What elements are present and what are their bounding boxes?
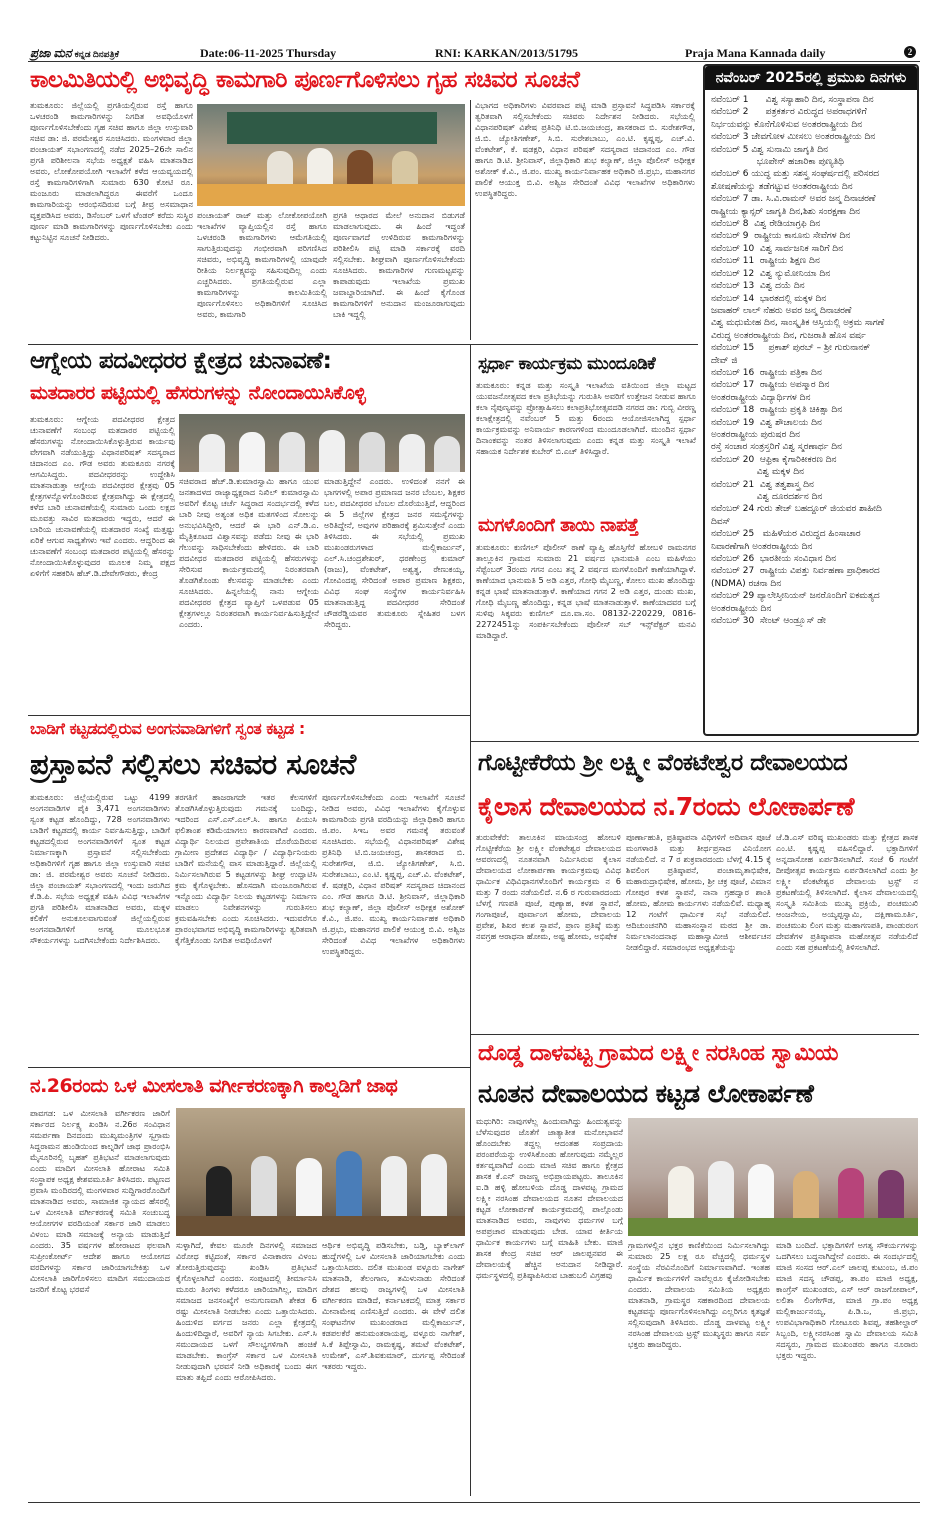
important-day-row: (NDMA) ರಚನಾ ದಿನ <box>711 578 782 589</box>
important-day-row: ಅಂತರರಾಷ್ಟ್ರೀಯ ವಿದ್ಯಾರ್ಥಿಗಳ ದಿನ <box>711 392 811 403</box>
box-title: ನವೆಂಬರ್ 2025ರಲ್ಲಿ ಪ್ರಮುಖ ದಿನಗಳು <box>705 66 917 90</box>
headline-graduates-election: ಆಗ್ನೇಯ ಪದವೀಧರರ ಕ್ಷೇತ್ರದ ಚುನಾವಣೆ: <box>30 348 332 374</box>
important-day-row: ದೇವ್ ಜಿ <box>711 355 738 366</box>
article-body: ಸಚಿವರಾದ ಹೆಚ್.ಡಿ.ಕುಮಾರಸ್ವಾಮಿ ಹಾಗೂ ಯುವ ಜನತಾದಳದ ರಾಜ್ಯಾಧ್ಯಕ್ಷರಾದ ನಿಖಿಲ್ ಕುಮಾರಸ್ವಾಮಿ ಅವರಿಗೆ ಕೊಟ್ಟ ಚರ್ಚೆ ಸಿದ್ಧರಾದ ಸಂದರ್ಭದಲ್ಲಿ ಕಳೆದ ಬಾರಿ ನೀವು ಅತ್ಯಂತ ಅಧಿಕ ಮತಗಳಿಂದ ಸೋಲನ್ನು ಅನುಭವಿಸಿದ್ದೀರಿ, ಆದರೆ ಈ ಭಾರಿ ಎನ್.ಡಿ.ಎ. ಮೈತ್ರಿಕೂಟದ ವಿಶ್ವಾಸವನ್ನು ಪಡೆದು ನೀವು ಈ ಭಾರಿ ಗೆಲುವನ್ನು ಸಾಧಿಸಬೇಕೆಂದು ಹೇಳಿದರು. ಈ ಬಾರಿ ಪದವೀಧರ ಮತದಾರರ ಪಟ್ಟಿಯಲ್ಲಿ ಹೆಸರುಗಳನ್ನು ಸೇರಿಸುವ ಕಾರ್ಯಕ್ರಮದಲ್ಲಿ ನಿರಂತರವಾಗಿ ತೊಡಗಿಕೊಂಡು ಕೆಲಸವನ್ನು ಮಾಡಬೇಕು ಎಂದು ಸೂಚಿಸಿದರು. ಹಿನ್ನಲೆಯಲ್ಲಿ ನಾನು ಆಗ್ನೇಯ ಪದವೀಧರರ ಕ್ಷೇತ್ರದ ವ್ಯಾಪ್ತಿಗೆ ಒಳಪಡುವ 05 ಕ್ಷೇತ್ರಗಳಲ್ಲೂ ನಿರಂತರವಾಗಿ ಕಾರ್ಯನಿರ್ವಹಿಸುತ್ತಿದ್ದೇನೆ ಎಂದರು. <box>179 476 319 629</box>
important-day-row: ನವೆಂಬರ್ 16 ರಾಷ್ಟ್ರೀಯ ಪತ್ರಿಕಾ ದಿನ <box>711 367 822 378</box>
important-day-row: ನವೆಂಬರ್ 8 ವಿಶ್ವ ರೇಡಿಯಾಗ್ರಫಿ ದಿನ <box>711 219 821 230</box>
headline-competition-postponed: ಸ್ಪರ್ಧಾ ಕಾರ್ಯಕ್ರಮ ಮುಂದೂಡಿಕೆ <box>478 354 656 374</box>
temple-inauguration-photo <box>628 1118 918 1236</box>
important-day-row: ರಾಷ್ಟ್ರೀಯ ಕ್ಯಾನ್ಸರ್ ಜಾಗೃತಿ ದಿನ,ಶಿಶು ಸಂರಕ್ಷಣಾ ದಿನ <box>711 206 861 217</box>
important-day-row: ನವೆಂಬರ್ 2 ಪತ್ರಕರ್ತರ ವಿರುದ್ಧದ ಅಪರಾಧಗಳಿಗೆ <box>711 107 867 118</box>
important-day-row: ನವೆಂಬರ್ 21 ವಿಶ್ವ ತತ್ವಶಾಸ್ತ್ರ ದಿನ <box>711 479 814 490</box>
important-day-row: ನವೆಂಬರ್ 7 ಡಾ. ಸಿ.ವಿ.ರಾಮನ್ ಅವರ ಜನ್ಮ ದಿನಾಚರಣೆ <box>711 194 876 205</box>
important-day-row: ನವೆಂಬರ್ 1 ವಿಶ್ವ ಸಸ್ಯಾಹಾರಿ ದಿನ, ಸಂಸ್ಥಾಪನಾ ದಿನ <box>711 95 874 105</box>
important-day-row: ವಿರುದ್ಧ ಅಂತರರಾಷ್ಟ್ರೀಯ ದಿನ, ಗುಜರಾತಿ ಹೊಸ ವರ್ಷ <box>711 330 866 341</box>
article-body: ವಿಭಾಗದ ಅಧಿಕಾರಿಗಳು ವಿವರವಾದ ಪಟ್ಟಿ ಮಾಡಿ ಪ್ರಸ್ತಾವನೆ ಸಿದ್ಧಪಡಿಸಿ ಸರ್ಕಾರಕ್ಕೆ ತ್ವರಿತವಾಗಿ ಸಲ್ಲಿಸಬೇಕೆಂದು ಸಚಿವರು ನಿರ್ದೇಶನ ನೀಡಿದರು. ಸಭೆಯಲ್ಲಿ ವಿಧಾನಪರಿಷತ್ ವಿಶೇಷ ಪ್ರತಿನಿಧಿ ಟಿ.ಬಿ.ಜಯಚಂದ್ರ, ಶಾಸಕರಾದ ಬಿ. ಸುರೇಶಗೌಡ, ಜಿ.ಬಿ. ಜ್ಯೋತಿಗಣೇಶ್, ಸಿ.ಬಿ. ಸುರೇಶಬಾಬು, ಎಂ.ಟಿ. ಕೃಷ್ಣಪ್ಪ, ಎಚ್.ವಿ. ವೆಂಕಟೇಶ್, ಕೆ. ಷಡಕ್ಷರಿ, ವಿಧಾನ ಪರಿಷತ್ ಸದಸ್ಯರಾದ ಚಿದಾನಂದ ಎಂ. ಗೌಡ ಹಾಗೂ ಡಿ.ಟಿ. ಶ್ರೀನಿವಾಸ್, ಜಿಲ್ಲಾಧಿಕಾರಿ ಶುಭ ಕಲ್ಯಾಣ್, ಜಿಲ್ಲಾ ಪೊಲೀಸ್ ಅಧೀಕ್ಷಕ ಅಶೋಕ್ ಕೆ.ವಿ., ಜಿ.ಪಂ. ಮುಖ್ಯ ಕಾರ್ಯನಿರ್ವಾಹಕ ಅಧಿಕಾರಿ ಜಿ.ಪ್ರಭು, ಮಹಾನಗರ ಪಾಲಿಕೆ ಆಯುಕ್ತ ಬಿ.ವಿ. ಅಶ್ವಿಜ ಸೇರಿದಂತೆ ವಿವಿಧ ಇಲಾಖೆಗಳ ಅಧಿಕಾರಿಗಳು ಉಪಸ್ಥಿತರಿದ್ದರು. <box>475 100 695 198</box>
important-day-row: ದಿವಸ್ <box>711 516 731 527</box>
paper-name: Praja Mana Kannada daily <box>685 46 826 60</box>
article-body: ಮಾಡಿ ಬಂದಿದೆ. ಭಕ್ತಾದಿಗಳಿಗೆ ಅಗತ್ಯ ಸೌಕರ್ಯಗಳನ್ನು ಒದಗಿಸಲು ಬದ್ಧನಾಗಿದ್ದೇನೆ ಎಂದರು. ಈ ಸಂದರ್ಭದಲ್ಲಿ ಮಾಜಿ ಸಂಸದ ಆರ್.ಎಲ್ ಜಾಲಪ್ಪ ಕುಟುಂಬ, ಜಿ.ಪಂ ಮಾಜಿ ಸದಸ್ಯ ಚೌಡಪ್ಪ, ತಾ.ಪಂ ಮಾಜಿ ಅಧ್ಯಕ್ಷ, ಕಾಂಗ್ರೆಸ್ ಮುಖಂಡರು, ಎಸ್ ಆರ್ ರಾಜಗೋಪಾಲ್, ಲಲಿತಾ ಲಿಂಗೇಗೌಡ, ಮಾಜಿ ಗ್ರಾ.ಪಂ ಅಧ್ಯಕ್ಷ ಮಲ್ಲಿಕಾರ್ಜುನಯ್ಯ, ಪಿ.ಡಿ.ಒ, ಜಿ.ಪ್ರಭು, ಉಪವಿಭಾಗಾಧಿಕಾರಿ ಗೋಟೂರು ಶಿವಪ್ಪ, ತಹಶೀಲ್ದಾರ್ ಸಿಬ್ಬಂದಿ, ಲಕ್ಷ್ಮೀನರಸಿಂಹ ಸ್ವಾಮಿ ದೇವಾಲಯ ಸಮಿತಿ ಸದಸ್ಯರು, ಗ್ರಾಮದ ಮುಖಂಡರು ಹಾಗೂ ನೂರಾರು ಭಕ್ತರು ಇದ್ದರು. <box>776 1240 918 1360</box>
important-day-row: ಅಂತರರಾಷ್ಟ್ರೀಯ ಪುರುಷರ ದಿನ <box>711 429 801 440</box>
important-day-row: ನವೆಂಬರ್ 9 ರಾಷ್ಟ್ರೀಯ ಕಾನೂನು ಸೇವೆಗಳ ದಿನ <box>711 231 851 242</box>
important-day-row: ನವೆಂಬರ್ 5 ವಿಶ್ವ ಸುನಾಮಿ ಜಾಗೃತಿ ದಿನ <box>711 144 829 155</box>
page-number: 2 <box>904 46 916 58</box>
footer-rule <box>28 1502 920 1503</box>
subhead-voter-list: ಮತದಾರರ ಪಟ್ಟಿಯಲ್ಲಿ ಹೆಸರುಗಳನ್ನು ನೋಂದಾಯಿಸಿಕೊಳ್ಳಿ <box>30 382 366 404</box>
important-day-row: ನವೆಂಬರ್ 26 ಭಾರತೀಯ ಸಂವಿಧಾನ ದಿನ <box>711 554 837 565</box>
headline-temple-gottikere: ಗೊಟ್ಟೀಕೆರೆಯ ಶ್ರೀ ಲಕ್ಷ್ಮೀ ವೆಂಕಟೇಶ್ವರ ದೇವಾಲಯದ <box>478 750 848 776</box>
important-day-row: ನವೆಂಬರ್ 11 ರಾಷ್ಟ್ರೀಯ ಶಿಕ್ಷಣ ದಿನ <box>711 256 820 267</box>
important-day-row: ನವೆಂಬರ್ 20 ಆಫ್ರಿಕಾ ಕೈಗಾರಿಕೀಕರಣ ದಿನ <box>711 454 837 465</box>
november-days-box <box>703 64 919 736</box>
important-day-row: ನವೆಂಬರ್ 14 ಭಾರತದಲ್ಲಿ ಮಕ್ಕಳ ದಿನ <box>711 293 827 304</box>
header-rule <box>28 61 920 62</box>
article-body: ತರಗತಿಗೆ ಹಾಜರಾಗದೇ ಇತರ ಕೆಲಸಗಳಿಗೆ ತೊಡಗಿಸಿಕೊಳ್ಳುತ್ತಿರುವುದು ಗಮನಕ್ಕೆ ಬಂದಿದ್ದು, ಇದರಿಂದ ಎಸ್.ಎಸ್.ಎಲ್.ಸಿ. ಹಾಗೂ ಪಿಯುಸಿ ಫಲಿತಾಂಶ ಕಡಿಮೆಯಾಗಲು ಕಾರಣವಾಗಿದೆ ಎಂದರು. ವಿದ್ಯಾರ್ಥಿ ನಿಲಯದ ಪ್ರವೇಶಾತಿಯ ದೊರೆಯದಿರುವ ಗ್ರಾಮೀಣ ಪ್ರದೇಶದ ವಿದ್ಯಾರ್ಥಿ / ವಿದ್ಯಾರ್ಥಿನಿಯರು ಬಾಡಿಗೆ ಮನೆಯಲ್ಲಿ ವಾಸ ಮಾಡುತ್ತಿದ್ದಾರೆ. ಜಿಲ್ಲೆಯಲ್ಲಿ ನಿರ್ಮಿಸಲಾಗಿರುವ 5 ಕಟ್ಟಡಗಳನ್ನು ಶೀಘ್ರ ಉದ್ಘಾಟಿಸಿ ಕ್ರಮ ಕೈಗೊಳ್ಳಬೇಕು. ಹೊಸದಾಗಿ ಮಂಜೂರಾಗಿರುವ ಇನ್ನೊಂದು ವಿದ್ಯಾರ್ಥಿ ನಿಲಯ ಕಟ್ಟಡಗಳನ್ನು ನಿರ್ಮಾಣ ಮಾಡಲು ನಿವೇಶನಗಳನ್ನು ಗುರುತಿಸಲು ಕ್ರಮವಹಿಸಬೇಕು ಎಂದು ಸೂಚಿಸಿದರು. ಇದುವರೆಗೂ ಪ್ರಾರಂಭವಾಗದ ಅಭಿವೃದ್ಧಿ ಕಾಮಗಾರಿಗಳನ್ನು ತ್ವರಿತವಾಗಿ ಕೈಗೆತ್ತಿಕೊಂಡು ನಿಗದಿತ ಅವಧಿಯೊಳಗೆ <box>175 792 317 945</box>
article-body: ತುಮಕೂರು: ಕನ್ನಡ ಮತ್ತು ಸಂಸ್ಕೃತಿ ಇಲಾಖೆಯ ವತಿಯಿಂದ ಜಿಲ್ಲಾ ಮಟ್ಟದ ಯುವಜನೋತ್ಸವದ ಕಲಾ ಪ್ರತಿಭೆಯನ್ನು ಗುರುತಿಸಿ ಅವರಿಗೆ ಉತ್ತೇಜನ ನೀಡುವ ಹಾಗೂ ಕಲಾ ನೈಪುಣ್ಯವನ್ನು ಪ್ರೋತ್ಸಾಹಿಸಲು ಕಲಾಪ್ರತಿಭೋತ್ಸವದಡಿ ನಗರದ ಡಾ: ಗುಬ್ಬಿ ವೀರಣ್ಣ ಕಲಾಕ್ಷೇತ್ರದಲ್ಲಿ ನವೆಂಬರ್ 5 ಮತ್ತು 6ರಂದು ಆಯೋಜಿಸಲಾಗಿದ್ದ ಸ್ಪರ್ಧಾ ಕಾರ್ಯಕ್ರಮವನ್ನು ಅನಿವಾರ್ಯ ಕಾರಣಗಳಿಂದ ಮುಂದೂಡಲಾಗಿದೆ. ಮುಂದಿನ ಸ್ಪರ್ಧಾ ದಿನಾಂಕವನ್ನು ನಂತರ ತಿಳಿಸಲಾಗುವುದು ಎಂದು ಕನ್ನಡ ಮತ್ತು ಸಂಸ್ಕೃತಿ ಇಲಾಖೆ ಸಹಾಯಕ ನಿರ್ದೇಶಕ ಕುಬೇರ್ ಬಿ.ಎಚ್ ತಿಳಿಸಿದ್ದಾರೆ. <box>476 380 696 456</box>
important-day-row: ವಿಶ್ವ ದೂರದರ್ಶನ ದಿನ <box>711 492 823 502</box>
important-day-row: ನವೆಂಬರ್ 19 ವಿಶ್ವ ಶೌಚಾಲಯ ದಿನ <box>711 417 822 428</box>
article-body: ಮಧುಗಿರಿ: ನಾವುಗಳೆಲ್ಲ ಹಿಂದುವಾಗಿದ್ದು ಹಿಂದುತ್ವವನ್ನು ಬೆಳೆಸುವುದರ ಜೊತೆಗೆ ಜಾತ್ಯಾತೀತ ಮನೋಭಾವನೆ ಹೊಂದಬೇಕು ತದ್ದಲ್ಲ ಆದಂತಹ ಸಂಪ್ರದಾಯ ಪರಂಪರೆಯನ್ನು ಉಳಿಸಿಕೊಂಡು ಹೋಗುವುದು ನಮ್ಮೆಲ್ಲರ ಕರ್ತವ್ಯವಾಗಿದೆ ಎಂದು ಮಾಜಿ ಸಚಿವ ಹಾಗೂ ಕ್ಷೇತ್ರದ ಶಾಸಕ ಕೆ.ಎನ್ ರಾಜಣ್ಣ ಅಭಿಪ್ರಾಯಪಟ್ಟರು. ತಾಲೂಕಿನ ಐ.ಡಿ ಹಳ್ಳಿ ಹೋಬಳಿಯ ದೊಡ್ಡ ದಾಳವಟ್ಟ ಗ್ರಾಮದ ಲಕ್ಷ್ಮೀ ನರಸಿಂಹ ದೇವಾಲಯದ ನೂತನ ದೇವಾಲಯದ ಕಟ್ಟಡ ಲೋಕಾರ್ಪಣೆ ಕಾರ್ಯಕ್ರಮದಲ್ಲಿ ಪಾಲ್ಗೊಂಡು ಮಾತನಾಡಿದ ಅವರು, ನಾವುಗಳು ಧರ್ಮಗಳ ಬಗ್ಗೆ ಅಪಪ್ರಚಾರ ಮಾಡುವುದು ಬೇಡ. ಯಾವ ಕೀರ್ತಿಯ ಧಾರ್ಮಿಕ ಕಾರ್ಯಗಳು ಬಗ್ಗೆ ಮಾಹಿತಿ ಬೇಕು. ಮಾಜಿ ಶಾಸಕ ಕೇಂದ್ರ ಸಚಿವ ಆರ್ ಜಾಲಪ್ಪನವರ ಈ ದೇವಾಲಯಕ್ಕೆ ಹೆಚ್ಚಿನ ಅನುದಾನ ನೀಡಿದ್ದಾರೆ. ಧರ್ಮಸ್ಥಳದಲ್ಲಿ ಪ್ರತಿಷ್ಠಾಪಿಸಿರುವ ಬಾಹುಬಲಿ ವಿಗ್ರಹವು <box>476 1116 623 1280</box>
important-day-row: ವಿಶ್ವ ಮಧುಮೇಹ ದಿನ, ಸಾಂಸ್ಕೃತಿಕ ಆಸ್ತಿಯಲ್ಲಿ ಅಕ್ರಮ ಸಾಗಣೆ <box>711 318 885 329</box>
important-day-row: ವಿಶ್ವ ಮಕ್ಕಳ ದಿನ <box>711 467 805 478</box>
important-day-row: ನವೆಂಬರ್ 30 ಸೇಂಟ್ ಆಂಡ್ರ್ಯೂಸ್ ಡೇ <box>711 616 826 627</box>
article-body: ಪಾವಗಡ: ಒಳ ಮೀಸಲಾತಿ ವರ್ಗೀಕರಣ ಜಾರಿಗೆ ಸರ್ಕಾರದ ನಿರ್ಲಕ್ಷ್ಯ ಖಂಡಿಸಿ ನ.26ರ ಸಂವಿಧಾನ ಸಮರ್ಪಣಾ ದಿನದಂದು ಮುಖ್ಯಮಂತ್ರಿಗಳ ಸ್ವಗ್ರಾಮ ಸಿದ್ದರಾಮನ ಹುಂಡಿಯಿಂದ ಕಾಲ್ನಡಿಗೆ ಜಾಥ ಪ್ರಾರಂಭಿಸಿ ಮೈಸೂರಿನಲ್ಲಿ ಬೃಹತ್ ಪ್ರತಿಭಟನೆ ಮಾಡಲಾಗುವುದು ಎಂದು ಮಾದಿಗ ಮೀಸಲಾತಿ ಹೋರಾಟ ಸಮಿತಿ ಸಂಸ್ಥಾಪಕ ಅಧ್ಯಕ್ಷ ಕೇಶವಮೂರ್ತಿ ತಿಳಿಸಿದರು. ಪಟ್ಟಣದ ಪ್ರವಾಸಿ ಮಂದಿರದಲ್ಲಿ ಮಂಗಳವಾರ ಸುದ್ದಿಗಾರರೊಂದಿಗೆ ಮಾತನಾಡಿದ ಅವರು, ಸಾಮಾಜಿಕ ನ್ಯಾಯದ ಹೆಸರಲ್ಲಿ ಒಳ ಮೀಸಲಾತಿ ವರ್ಗೀಕರಣಕ್ಕೆ ಸಮಿತಿ ಸಂಚುಬದ್ಧ ಆಯೋಗಗಳ ವರದಿಯಂತೆ ಸರ್ಕಾರ ಜಾರಿ ಮಾಡಲು ವಿಳಂಬ ಮಾಡಿ ಸಮಾಜಕ್ಕೆ ಅನ್ಯಾಯ ಮಾಡುತ್ತಿದೆ ಎಂದರು. 35 ವರ್ಷಗಳ ಹೋರಾಟದ ಫಲವಾಗಿ ಸುಪ್ರೀಂಕೋರ್ಟ್ ಆದೇಶ ಹಾಗೂ ಆಯೋಗದ ವರದಿಗಳನ್ನು ಸರ್ಕಾರ ಜಾರಿಯಾಗಬೇಕಿತ್ತು ಒಳ ಮೀಸಲಾತಿ ಜಾರಿಗೊಳಿಸಲು ಮಾದಿಗ ಸಮುದಾಯದ ಜನರಿಗೆ ಕೊಟ್ಟ ಭರವಸೆ <box>30 1108 170 1294</box>
group-photo <box>179 414 465 472</box>
article-body: ಮಾಡುತ್ತಿದ್ದೇನೆ ಎಂದರು. ಉಳಿದಂತೆ ನನಗೆ ಈ ಭಾಗಗಳಲ್ಲಿ ಅಪಾರ ಪ್ರಮಾಣದ ಜನರ ಬೆಂಬಲ, ಶಿಕ್ಷಕರ ಬಲ, ಪದವೀಧರರ ಬೆಂಬಲ ದೊರೆಯುತ್ತಿದೆ, ಆದ್ದರಿಂದ ಈ 5 ಜಿಲ್ಲೆಗಳ ಕ್ಷೇತ್ರದ ಜನರ ಸಮಸ್ಯೆಗಳನ್ನು ಅರಿತಿದ್ದೇನೆ, ಅವುಗಳ ಪರಿಹಾರಕ್ಕೆ ಶ್ರಮಿಸುತ್ತೇನೆ ಎಂದು ತಿಳಿಸಿದರು. ಈ ಸಭೆಯಲ್ಲಿ ಪ್ರಮುಖ ಮುಖಂಡರುಗಳಾದ ಮಲ್ಲಿಕಾರ್ಜುನ್, ಎಲ್.ಸಿ.ಚಂದ್ರಶೇಖರ್, ಧರಣೇಂದ್ರ ಕುಮಾರ್ (ರಾಜು), ವೆಂಕಟೇಶ್, ಅಶ್ವತ್ಥ, ರೇಣುಕಯ್ಯ, ಗೋವಿಂದಪ್ಪ ಸೇರಿದಂತೆ ಅಪಾರ ಪ್ರಮಾಣ ಶಿಕ್ಷಕರು, ವಿವಿಧ ಸಂಘ ಸಂಸ್ಥೆಗಳ ಕಾರ್ಯನಿರ್ವಹಿಸಿ ಮಾತನಾಡುತ್ತಿದ್ದ ಪದವೀಧರರ ಸೇರಿದಂತೆ ಚೌಡರೆಡ್ಡಿಯವರ ತುಮಕೂರು ಸ್ನೇಹಿತರ ಬಳಗ ಸೇರಿದ್ದರು. <box>324 476 465 629</box>
important-day-row: ನವೆಂಬರ್ 15 ಪ್ರಕಾಶ್ ಪುರಬ್ – ಶ್ರೀ ಗುರುನಾನಕ್ <box>711 343 871 354</box>
important-day-row: ನವೆಂಬರ್ 12 ವಿಶ್ವ ನ್ಯುಮೋನಿಯಾ ದಿನ <box>711 268 831 279</box>
article-body: ಪೂರ್ಣಾಹುತಿ, ಪ್ರತಿಷ್ಠಾಪನಾ ವಿಧಿಗಳಿಗೆ ಅದಿವಾಸ ಪೂಜೆ ಮಂಗಳಾರತಿ ಮತ್ತು ತೀರ್ಥಪ್ರಸಾದ ವಿನಿಯೋಗ ನಡೆಯಲಿದೆ. ನ 7 ರ ಶುಕ್ರವಾರದಂದು ಬೆಳಗ್ಗೆ 4.15 ಕ್ಕೆ ಶಿವಲಿಂಗ ಪ್ರತಿಷ್ಠಾಪನೆ, ಪಂಚಾಮೃತಾಭಿಷೇಕ, ಮಹಾರುದ್ರಾಭಿಷೇಕ, ಹೋಮ, ಶ್ರೀ ಚಕ್ರ ಪೂಜೆ, ವಿಮಾನ ಗೋಪುರ ಕಳಶ ಸ್ಥಾಪನೆ, ನಾನಾ ಗ್ರಹದ್ವಾರ ಶಾಂತಿ ಹೋಮ, ಹೋಮ ಕಾರ್ಯಗಳು ನಡೆಯಲಿವೆ. ಮಧ್ಯಾಹ್ನ 12 ಗಂಟೆಗೆ ಧಾರ್ಮಿಕ ಸಭೆ ನಡೆಯಲಿದೆ. ಆದಿಚುಂಚನಗಿರಿ ಮಹಾಸಂಸ್ಥಾನ ಮಠದ ಶ್ರೀ ಡಾ. ನಿರ್ಮಲಾನಂದನಾಥ ಮಹಾಸ್ವಾಮೀಜಿ ಆಶೀರ್ವಚನ ನೀಡಲಿದ್ದಾರೆ. ಸಮಾರಂಭದ ಅಧ್ಯಕ್ಷತೆಯನ್ನು <box>626 832 771 952</box>
important-day-row: ನವೆಂಬರ್ 3 ಜೇವಗೋಳ ಮೀಸಲು ಅಂತರರಾಷ್ಟ್ರೀಯ ದಿನ <box>711 132 876 143</box>
headline-narasimha-temple: ದೊಡ್ಡ ದಾಳವಟ್ಟ ಗ್ರಾಮದ ಲಕ್ಷ್ಮೀ ನರಸಿಂಹ ಸ್ವಾಮಿಯ <box>478 1041 838 1066</box>
headline-kailasa-temple: ಕೈಲಾಸ ದೇವಾಲಯದ ನ.7ರಂದು ಲೋಕಾರ್ಪಣೆ <box>478 792 855 821</box>
kicker-anganwadi: ಬಾಡಿಗೆ ಕಟ್ಟಡದಲ್ಲಿರುವ ಅಂಗನವಾಡಿಗಳಿಗೆ ಸ್ವಂತ ಕಟ್ಟಡ : <box>30 719 305 738</box>
article-body: ಜೆ.ಡಿ.ಎಸ್ ವರಿಷ್ಠ ಮುಖಂಡರು ಮತ್ತು ಕ್ಷೇತ್ರದ ಶಾಸಕ ಎಂ.ಟಿ. ಕೃಷ್ಣಪ್ಪ ವಹಿಸಲಿದ್ದಾರೆ. ಭಕ್ತಾದಿಗಳಿಗೆ ಅನ್ನದಾಸೋಹ ಏರ್ಪಡಿಸಲಾಗಿದೆ. ಸಂಜೆ 6 ಗಂಟೆಗೆ ದೀಪೋತ್ಸವ ಕಾರ್ಯಕ್ರಮ ಏರ್ಪಡಿಸಲಾಗಿದೆ ಎಂದು ಶ್ರೀ ಲಕ್ಷ್ಮೀ ವೆಂಕಟೇಶ್ವರ ದೇವಾಲಯ ಟ್ರಸ್ಟ್ ನ ಪ್ರಕಟಣೆಯಲ್ಲಿ ತಿಳಿಸಲಾಗಿದೆ. ಕೈಲಾಸ ದೇವಾಲಯದಲ್ಲಿ ಸಂಸ್ಕೃತಿ ಸಮಿತಿಯ ಮುಖ್ಯ ಪ್ರಕ್ರಿಯೆ, ಪಂಚಮುಖಿ ಆಂಜನೇಯ, ಅಯ್ಯಪ್ಪಸ್ವಾಮಿ, ದಕ್ಷಿಣಾಮೂರ್ತಿ, ಪಂಚಮುಖ ಲಿಂಗ ಮತ್ತು ಮಹಾಗಣಪತಿ, ಪಾಂಡುರಂಗ ದೇವತೆಗಳ ಪ್ರತಿಷ್ಠಾಪನಾ ಮಹೋತ್ಸವ ನಡೆಯಲಿದೆ ಎಂದು ಸಹ ಪ್ರಕಟಣೆಯಲ್ಲಿ ತಿಳಿಸಲಾಗಿದೆ. <box>776 832 918 952</box>
article-body: ತುಮಕೂರು: ಆಗ್ನೇಯ ಪದವೀಧರರ ಕ್ಷೇತ್ರದ ಚುನಾವಣೆಗೆ ಸಂಬಂಧ ಮತದಾರರ ಪಟ್ಟಿಯಲ್ಲಿ ಹೆಸರುಗಳನ್ನು ನೋಂದಾಯಿಸಿಕೊಳ್ಳುತ್ತಿರುವ ಕಾರ್ಯವು ವೇಗವಾಗಿ ನಡೆಯುತ್ತಿದ್ದು ವಿಧಾನಪರಿಷತ್ ಸದಸ್ಯರಾದ ಚಿದಾನಂದ ಎಂ. ಗೌಡ ಅವರು ತುಮಕೂರು ನಗರಕ್ಕೆ ಆಗಮಿಸಿದ್ದರು. ಪದವೀಧರರನ್ನು ಉದ್ದೇಶಿಸಿ ಮಾತನಾಡುತ್ತಾ ಆಗ್ನೇಯ ಪದವೀಧರರ ಕ್ಷೇತ್ರವು 05 ಕ್ಷೇತ್ರಗಳನ್ನೊಳಗೊಂಡಿರುವ ಕ್ಷೇತ್ರವಾಗಿದ್ದು ಈ ಕ್ಷೇತ್ರದಲ್ಲಿ ಕಳೆದ ಬಾರಿ ಚುನಾವಣೆಯಲ್ಲಿ ಸುಮಾರು ಒಂದು ಲಕ್ಷದ ಮೂವತ್ತು ಸಾವಿರ ಮತದಾರರು ಇದ್ದರು, ಆದರೆ ಈ ಬಾರಿಯ ಚುನಾವಣೆಯಲ್ಲಿ ಮತದಾರರ ಸಂಖ್ಯೆ ಮತ್ತಷ್ಟು ಏರಿಕೆ ಆಗುವ ಸಾಧ್ಯತೆಗಳು ಇವೆ ಎಂದರು. ಆದ್ದರಿಂದ ಈ ಚುನಾವಣೆಗೆ ಸಂಬಂಧ ಮತದಾರರ ಪಟ್ಟಿಯಲ್ಲಿ ಹೆಸರನ್ನು ನೋಂದಾಯಿಸಿಕೊಳ್ಳುವುದರ ಮೂಲಕ ನಿಮ್ಮ ಪಕ್ಷದ ಏಳಿಗೆಗೆ ಸಹಕರಿಸಿ ಹೆಚ್.ಡಿ.ದೇವೇಗೌಡರು, ಕೇಂದ್ರ <box>30 414 175 578</box>
meeting-photo <box>197 104 465 206</box>
important-day-row: ನವೆಂಬರ್ 29 ಪ್ಯಾಲೇಸ್ತೀನಿಯನ್ ಜನರೊಂದಿಗೆ ಐಕಮತ್ಯದ <box>711 591 880 602</box>
masthead: ಪ್ರಜಾ ಮನ ಕನ್ನಡ ದಿನಪತ್ರಿಕೆ <box>30 46 120 60</box>
important-day-row: ಭೂಪೇನ್ ಹಜಾರಿಕಾ ಪುಣ್ಯತಿಥಿ <box>711 157 844 168</box>
important-day-row: ನವೆಂಬರ್ 27 ರಾಷ್ಟ್ರೀಯ ವಿಪತ್ತು ನಿರ್ವಹಣಾ ಪ್ರಾಧಿಕಾರದ <box>711 566 880 577</box>
important-day-row: ಅಂತರರಾಷ್ಟ್ರೀಯ ದಿನ <box>711 603 772 614</box>
issue-date: Date:06-11-2025 Thursday <box>200 46 337 60</box>
headline-mother-missing: ಮಗಳೊಂದಿಗೆ ತಾಯಿ ನಾಪತ್ತೆ <box>478 515 639 536</box>
article-body: ತುಮಕೂರು: ಜಿಲ್ಲೆಯಲ್ಲಿ ಪ್ರಗತಿಯಲ್ಲಿರುವ ರಸ್ತೆ ಹಾಗೂ ಒಳಚರಂಡಿ ಕಾಮಗಾರಿಗಳನ್ನು ನಿಗದಿತ ಅವಧಿಯೊಳಗೆ ಪೂರ್ಣಗೊಳಿಸಬೇಕೆಂದು ಗೃಹ ಸಚಿವ ಹಾಗೂ ಜಿಲ್ಲಾ ಉಸ್ತುವಾರಿ ಸಚಿವ ಡಾ: ಜಿ. ಪರಮೇಶ್ವರ ಸೂಚಿಸಿದರು. ಮಂಗಳವಾರ ಜಿಲ್ಲಾ ಪಂಚಾಯತ್ ಸಭಾಂಗಣದಲ್ಲಿ ನಡೆದ 2025–26ನೇ ಸಾಲಿನ ಪ್ರಗತಿ ಪರಿಶೀಲನಾ ಸಭೆಯ ಅಧ್ಯಕ್ಷತೆ ವಹಿಸಿ ಮಾತನಾಡಿದ ಅವರು, ಲೋಕೋಪಯೋಗಿ ಇಲಾಖೆಗೆ ಕಳೆದ ಆಯವ್ಯಯದಲ್ಲಿ ರಸ್ತೆ ಕಾಮಗಾರಿಗಳಿಗಾಗಿ ಸುಮಾರು 630 ಕೋಟಿ ರೂ. ಮಂಜೂರು ಮಾಡಲಾಗಿದ್ದರೂ ಈವರೆಗೆ ಒಂದೂ ಕಾಮಗಾರಿಯನ್ನು ಆರಂಭಿಸದಿರುವ ಬಗ್ಗೆ ತೀವ್ರ ಅಸಮಾಧಾನ ವ್ಯಕ್ತಪಡಿಸಿದ ಅವರು, ಡಿಸೆಂಬರ್ ಒಳಗೆ ಟೆಂಡರ್ ಕರೆದು ಸುಸ್ಥಿರ ಪೂರ್ಣ ಮಾಡಿ ಕಾಮಗಾರಿಗಳನ್ನು ಪೂರ್ಣಗೊಳಿಸಬೇಕು ಎಂದು ಕಟ್ಟುನಿಟ್ಟಿನ ಸೂಚನೆ ನೀಡಿದರು. <box>30 100 193 242</box>
important-day-row: ನವೆಂಬರ್ 18 ರಾಷ್ಟ್ರೀಯ ಪ್ರಕೃತಿ ಚಿಕಿತ್ಸಾ ದಿನ <box>711 405 843 416</box>
important-day-row: ನವೆಂಬರ್ 13 ವಿಶ್ವ ದಯೆ ದಿನ <box>711 281 805 292</box>
important-day-row: ಶೋಷಣೆಯನ್ನು ತಡೆಗಟ್ಟುವ ಅಂತರರಾಷ್ಟ್ರೀಯ ದಿನ <box>711 181 853 192</box>
column-rule <box>470 100 471 340</box>
press-meet-photo <box>176 1108 465 1236</box>
important-day-row: ರಸ್ತೆ ಸಂಚಾರ ಸಂತ್ರಸ್ತರಿಗೆ ವಿಶ್ವ ಸ್ಮರಣಾರ್ಥ ದಿನ <box>711 442 843 453</box>
rni-number: RNI: KARKAN/2013/51795 <box>435 46 578 60</box>
headline-development-works: ಕಾಲಮಿತಿಯಲ್ಲಿ ಅಭಿವೃದ್ಧಿ ಕಾಮಗಾರಿ ಪೂರ್ಣಗೊಳಿಸಲು ಗೃಹ ಸಚಿವರ ಸೂಚನೆ <box>30 67 580 93</box>
important-day-row: ನವೆಂಬರ್ 25 ಮಹಿಳೆಯರ ವಿರುದ್ಧದ ಹಿಂಸಾಚಾರ <box>711 529 861 540</box>
important-day-row: ನಿವಾರಣೆಗಾಗಿ ಅಂತರರಾಷ್ಟ್ರೀಯ ದಿನ <box>711 541 813 552</box>
column-rule <box>470 345 471 715</box>
important-day-row: ನವೆಂಬರ್ 6 ಯುದ್ಧ ಮತ್ತು ಸಶಸ್ತ್ರ ಸಂಘರ್ಷದಲ್ಲಿ ಪರಿಸರದ <box>711 169 880 180</box>
important-day-row: ಜವಾಹರ್ ಲಾಲ್ ನೆಹರು ಅವರ ಜನ್ಮ ದಿನಾಚರಣೆ <box>711 305 852 316</box>
headline-new-temple-building: ನೂತನ ದೇವಾಲಯದ ಕಟ್ಟಡ ಲೋಕಾರ್ಪಣೆ <box>478 1079 814 1108</box>
important-day-row: ನವೆಂಬರ್ 10 ವಿಶ್ವ ಸಾರ್ವಜನಿಕ ಸಾರಿಗೆ ದಿನ <box>711 243 844 254</box>
headline-anganwadi: ಪ್ರಸ್ತಾವನೆ ಸಲ್ಲಿಸಲು ಸಚಿವರ ಸೂಚನೆ <box>30 747 356 781</box>
article-body: ತುರುವೇಕೆರೆ: ತಾಲೂಕಿನ ಮಾಯಸಂದ್ರ ಹೋಬಳಿ ಗೊಟ್ಟೀಕೆರೆಯ ಶ್ರೀ ಲಕ್ಷ್ಮೀ ವೆಂಕಟೇಶ್ವರ ದೇವಾಲಯದ ಆವರಣದಲ್ಲಿ ನೂತನವಾಗಿ ನಿರ್ಮಿಸಿರುವ ಕೈಲಾಸ ದೇವಾಲಯದ ಲೋಕಾರ್ಪಣಾ ಕಾರ್ಯಕ್ರಮವು ವಿವಿಧ ಧಾರ್ಮಿಕ ವಿಧಿವಿಧಾನಗಳೊಂದಿಗೆ ಕಾರ್ಯಕ್ರಮ ನ 6 ಮತ್ತು 7 ರಂದು ನಡೆಯಲಿದೆ. ನ.6 ರ ಗುರುವಾರದಂದು ಬೆಳಗ್ಗೆ ಗಣಪತಿ ಪೂಜೆ, ಪುಣ್ಯಾಹ, ಕಳಶ ಸ್ಥಾಪನೆ, ಗಂಗಾಪೂಜೆ, ಪೂರ್ವಾಂಗ ಹೋಮ, ದೇವಾಲಯ ಪ್ರವೇಶ, ಶಿಖರ ಕಲಶ ಸ್ಥಾಪನೆ, ಪ್ರಾಣ ಪ್ರತಿಷ್ಠೆ ಮತ್ತು ನವಗ್ರಹ ಆರಾಧನಾ ಹೋಮ, ಅಷ್ಟ ಹೋಮ, ಅಭಿಷೇಕ <box>476 832 621 941</box>
article-body: ತುಮಕೂರು: ಜಿಲ್ಲೆಯಲ್ಲಿರುವ ಒಟ್ಟು 4199 ಅಂಗನವಾಡಿಗಳ ಪೈಕಿ 3,471 ಅಂಗನವಾಡಿಗಳು ಸ್ವಂತ ಕಟ್ಟಡ ಹೊಂದಿದ್ದು, 728 ಅಂಗನವಾಡಿಗಳು ಬಾಡಿಗೆ ಕಟ್ಟಡದಲ್ಲಿ ಕಾರ್ಯ ನಿರ್ವಹಿಸುತ್ತಿದ್ದು, ಬಾಡಿಗೆ ಕಟ್ಟಡದಲ್ಲಿರುವ ಅಂಗನವಾಡಿಗಳಿಗೆ ಸ್ವಂತ ಕಟ್ಟಡ ನಿರ್ಮಾಣಕ್ಕಾಗಿ ಪ್ರಸ್ತಾವನೆ ಸಲ್ಲಿಸಬೇಕೆಂದು ಅಧಿಕಾರಿಗಳಿಗೆ ಗೃಹ ಹಾಗೂ ಜಿಲ್ಲಾ ಉಸ್ತುವಾರಿ ಸಚಿವ ಡಾ: ಜಿ. ಪರಮೇಶ್ವರ ಅವರು ಸೂಚನೆ ನೀಡಿದರು. ಜಿಲ್ಲಾ ಪಂಚಾಯತ್ ಸಭಾಂಗಣದಲ್ಲಿ ಇಂದು ಜರುಗಿದ ಕೆ.ಡಿ.ಪಿ. ಸಭೆಯ ಅಧ್ಯಕ್ಷತೆ ವಹಿಸಿ ವಿವಿಧ ಇಲಾಖೆಗಳ ಪ್ರಗತಿ ಪರಿಶೀಲಿಸಿ ಮಾತನಾಡಿದ ಅವರು, ಮಕ್ಕಳ ಕಲಿಕೆಗೆ ಅನುಕೂಲವಾಗುವಂತೆ ಜಿಲ್ಲೆಯಲ್ಲಿರುವ ಅಂಗನವಾಡಿಗಳಿಗೆ ಅಗತ್ಯ ಮೂಲಭೂತ ಸೌಕರ್ಯಗಳನ್ನು ಒದಗಿಸಬೇಕೆಂದು ನಿರ್ದೇಶಿಸಿದರು. <box>30 792 170 945</box>
important-day-row: ನವೆಂಬರ್ 17 ರಾಷ್ಟ್ರೀಯ ಅಪಸ್ಮಾರ ದಿನ <box>711 380 830 391</box>
column-rule <box>470 716 471 1496</box>
important-day-row: ನಿರ್ಭಯವನ್ನು ಕೊನೆಗೊಳಿಸುವ ಅಂತರರಾಷ್ಟ್ರೀಯ ದಿನ <box>711 119 863 130</box>
article-body: ಸುಳ್ಳಾಗಿದೆ, ಕೇವಲ ಮೂರೇ ದಿನಗಳಲ್ಲಿ ಸಮಾಜದ ವಿರೋಧ ಕಟ್ಟಿದಂತೆ, ಸರ್ಕಾರ ವಿನಾಕಾರಣ ವಿಳಂಬ ತೋರುತ್ತಿರುವುದನ್ನು ಖಂಡಿಸಿ ಪ್ರತಿಭಟನೆ ಕೈಗೊಳ್ಳಲಾಗಿದೆ ಎಂದರು. ಸಂಪುಟದಲ್ಲಿ ತೀರ್ಮಾನಿಸಿ ಮೂರು ತಿಂಗಳು ಕಳೆದರೂ ಜಾರಿಯಾಗಿಲ್ಲ, ಮಾದಿಗ ಸಮಾಜದ ಜನಸಂಖ್ಯೆಗೆ ಅನುಗುಣವಾಗಿ ಶೇಕಡ 6 ರಷ್ಟು ಮೀಸಲಾತಿ ನೀಡಬೇಕು ಎಂದು ಒತ್ತಾಯಿಸಿದರು. ಹಿಂದುಳಿದ ವರ್ಗದ ಜನರು ಎಲ್ಲಾ ಕ್ಷೇತ್ರದಲ್ಲಿ ಹಿಂದುಳಿದಿದ್ದಾರೆ, ಅವರಿಗೆ ನ್ಯಾಯ ಸಿಗಬೇಕು. ಎಸ್.ಸಿ ಸಮುದಾಯದ ಒಳಗೆ ಸೌಲಭ್ಯಗಳಿಗಾಗಿ ಹಂಚಿಕೆ ಮಾಡಬೇಕು. ಕಾಂಗ್ರೆಸ್ ಸರ್ಕಾರ ಒಳ ಮೀಸಲಾತಿ ನೀಡುವುದಾಗಿ ಭರವಸೆ ನೀಡಿ ಅಧಿಕಾರಕ್ಕೆ ಬಂದು ಈಗ ಮಾತು ತಪ್ಪಿದೆ ಎಂದು ಆರೋಪಿಸಿದರು. <box>176 1240 317 1382</box>
article-body: ಪಂಚಾಯತ್ ರಾಜ್ ಮತ್ತು ಲೋಕೋಪಯೋಗಿ ಇಲಾಖೆಗಳ ವ್ಯಾಪ್ತಿಯಲ್ಲಿನ ರಸ್ತೆ ಹಾಗೂ ಒಳಚರಂಡಿ ಕಾಮಗಾರಿಗಳು ಆಮೆಗತಿಯಲ್ಲಿ ಸಾಗುತ್ತಿರುವುದನ್ನು ಗಂಭೀರವಾಗಿ ಪರಿಗಣಿಸಿದ ಸಚಿವರು, ಅಭಿವೃದ್ಧಿ ಕಾಮಗಾರಿಗಳಲ್ಲಿ ಯಾವುದೇ ರೀತಿಯ ನಿರ್ಲಕ್ಷ್ಯವನ್ನು ಸಹಿಸುವುದಿಲ್ಲ ಎಂದು ಎಚ್ಚರಿಸಿದರು. ಪ್ರಗತಿಯಲ್ಲಿರುವ ಎಲ್ಲಾ ಕಾಮಗಾರಿಗಳನ್ನು ಕಾಲಮಿತಿಯಲ್ಲಿ ಪೂರ್ಣಗೊಳಿಸಲು ಅಧಿಕಾರಿಗಳಿಗೆ ಸೂಚಿಸಿದ ಅವರು, ಕಾಮಗಾರಿ <box>197 210 327 319</box>
article-body: ತುಮಕೂರು: ಕುಣಿಗಲ್ ಪೊಲೀಸ್ ಠಾಣೆ ವ್ಯಾಪ್ತಿ ಹೊಸ್ತಿಗೆರೆ ಹೋಬಳಿ ರಾಮನಗರ ತಾಲ್ಲೂಕಿನ ಗ್ರಾಮದ ಸುಮಾರು 21 ವರ್ಷದ ಭಾನುಮತಿ ಎಂಬ ಮಹಿಳೆಯು ಸೆಪ್ಟೆಂಬರ್ 3ರಂದು ಗಗನ ಎಂಬ ತನ್ನ 2 ವರ್ಷದ ಮಗಳೊಂದಿಗೆ ಕಾಣೆಯಾಗಿದ್ದಾಳೆ. ಕಾಣೆಯಾದ ಭಾನುಮತಿ 5 ಅಡಿ ಎತ್ತರ, ಗೋಧಿ ಮೈಬಣ್ಣ, ಕೋಲು ಮುಖ ಹೊಂದಿದ್ದು ಕನ್ನಡ ಭಾಷೆ ಮಾತನಾಡುತ್ತಾಳೆ. ಕಾಣೆಯಾದ ಗಗನ 2 ಅಡಿ ಎತ್ತರ, ದುಂಡು ಮುಖ, ಗೋಧಿ ಮೈಬಣ್ಣ ಹೊಂದಿದ್ದು, ಕನ್ನಡ ಭಾಷೆ ಮಾತನಾಡುತ್ತಾಳೆ. ಕಾಣೆಯಾದವರ ಬಗ್ಗೆ ಸುಳಿವು ಸಿಕ್ಕವರು ಕುಣಿಗಲ್ ದೂ.ವಾ.ಸಂ. 08132-220229, 0816-2272451ನ್ನು ಸಂಪರ್ಕಿಸಬೇಕೆಂದು ಪೊಲೀಸ್ ಸಬ್ ಇನ್ಸ್‌ಪೆಕ್ಟರ್ ಮನವಿ ಮಾಡಿದ್ದಾರೆ. <box>476 542 696 640</box>
headline-reservation-march: ನ.26ರಂದು ಒಳ ಮೀಸಲಾತಿ ವರ್ಗೀಕರಣಕ್ಕಾಗಿ ಕಾಲ್ನಡಿಗೆ ಜಾಥ <box>30 1075 398 1097</box>
article-body: ಗ್ರಾಮಗಳಲ್ಲಿನ ಭಕ್ತರ ಕಾಣಿಕೆಯಿಂದ ನಿರ್ಮಿಸಲಾಗಿದ್ದು ಸುಮಾರು 25 ಲಕ್ಷ ರೂ ವೆಚ್ಚದಲ್ಲಿ ಧರ್ಮಸ್ಥಳ ಸಂಸ್ಥೆಯ ನೆರವಿನೊಂದಿಗೆ ನಿರ್ಮಾಣವಾಗಿದೆ. ಇಂತಹ ಧಾರ್ಮಿಕ ಕಾರ್ಯಗಳಿಗೆ ನಾವೆಲ್ಲರೂ ಕೈಜೋಡಿಸಬೇಕು ಎಂದರು. ದೇವಾಲಯ ಸಮಿತಿಯ ಅಧ್ಯಕ್ಷರು ಮಾತನಾಡಿ, ಗ್ರಾಮಸ್ಥರ ಸಹಕಾರದಿಂದ ದೇವಾಲಯ ಕಟ್ಟಡವನ್ನು ಪೂರ್ಣಗೊಳಿಸಲಾಗಿದ್ದು ಎಲ್ಲರಿಗೂ ಕೃತಜ್ಞತೆ ಸಲ್ಲಿಸುವುದಾಗಿ ತಿಳಿಸಿದರು. ದೊಡ್ಡ ದಾಳವಟ್ಟ ಲಕ್ಷ್ಮೀ ನರಸಿಂಹ ದೇವಾಲಯ ಟ್ರಸ್ಟ್ ಮುಖ್ಯಸ್ಥರು ಹಾಗೂ ಸರ್ವ ಭಕ್ತರು ಹಾಜರಿದ್ದರು. <box>628 1240 770 1349</box>
important-day-row: ನವೆಂಬರ್ 24 ಗುರು ತೇಜ್ ಬಹದ್ದೂರ್ ಜಿಯವರ ಶಾಹೀದಿ <box>711 504 882 515</box>
article-body: ಆರ್ಥಿಕ ಅಭಿವೃದ್ಧಿ ಪಡಿಸಬೇಕು, ಬಡ್ತಿ, ಬ್ಯಾಕ್‌ಲಾಗ್ ಹುದ್ದೆಗಳಲ್ಲಿ ಒಳ ಮೀಸಲಾತಿ ಜಾರಿಯಾಗಬೇಕು ಎಂದು ಒತ್ತಾಯಿಸಿದರು. ದಲಿತ ಮುಖಂಡ ವಳ್ಳೂರು ನಾಗೇಶ್ ಮಾತನಾಡಿ, ತೆಲಂಗಾಣ, ತಮಿಳುನಾಡು ಸೇರಿದಂತೆ ದೇಶದ ಹಲವು ರಾಜ್ಯಗಳಲ್ಲಿ ಒಳ ಮೀಸಲಾತಿ ವರ್ಗೀಕರಣ ಮಾಡಿದೆ, ಕರ್ನಾಟಕದಲ್ಲಿ ಮಾತ್ರ ಸರ್ಕಾರ ಮೀನಾಮೇಷ ಎಣಿಸುತ್ತಿದೆ ಎಂದರು. ಈ ವೇಳೆ ದಲಿತ ಸಂಘಟನೆಗಳ ಮುಖಂಡರಾದ ಮಲ್ಲಿಕಾರ್ಜುನ್, ಕಡಪಲಕೆರೆ ಹನುಮಂತರಾಯಪ್ಪ, ವಳ್ಳೂರು ನಾಗೇಶ್, ಸಿ.ಕೆ ತಿಪ್ಪೇಸ್ವಾಮಿ, ರಾಮಕೃಷ್ಣ, ತಮಟೆ ವೆಂಕಟೇಶ್, ಉಮೇಶ್, ಎಸ್.ಶಿವಕುಮಾರ್, ದುರ್ಗಪ್ಪ ಸೇರಿದಂತೆ ಇತರರು ಇದ್ದರು. <box>322 1240 465 1371</box>
article-body: ಪೂರ್ಣಗೊಳಿಸಬೇಕೆಂದು ಎಂದು ಇಲಾಖೆಗೆ ಸೂಚನೆ ನೀಡಿದ ಅವರು, ವಿವಿಧ ಇಲಾಖೆಗಳು ಕೈಗೊಳ್ಳುವ ಕಾಮಗಾರಿಯ ಪ್ರಗತಿ ವರದಿಯನ್ನು ಜಿಲ್ಲಾಧಿಕಾರಿ ಹಾಗೂ ಜಿ.ಪಂ. ಸಿಇಒ ಅವರ ಗಮನಕ್ಕೆ ತರುವಂತೆ ಸೂಚಿಸಿದರು. ಸಭೆಯಲ್ಲಿ ವಿಧಾನಪರಿಷತ್ ವಿಶೇಷ ಪ್ರತಿನಿಧಿ ಟಿ.ಬಿ.ಜಯಚಂದ್ರ, ಶಾಸಕರಾದ ಬಿ. ಸುರೇಶಗೌಡ, ಜಿ.ಬಿ. ಜ್ಯೋತಿಗಣೇಶ್, ಸಿ.ಬಿ. ಸುರೇಶಬಾಬು, ಎಂ.ಟಿ. ಕೃಷ್ಣಪ್ಪ, ಎಚ್.ವಿ. ವೆಂಕಟೇಶ್, ಕೆ. ಷಡಕ್ಷರಿ, ವಿಧಾನ ಪರಿಷತ್ ಸದಸ್ಯರಾದ ಚಿದಾನಂದ ಎಂ. ಗೌಡ ಹಾಗೂ ಡಿ.ಟಿ. ಶ್ರೀನಿವಾಸ್, ಜಿಲ್ಲಾಧಿಕಾರಿ ಶುಭ ಕಲ್ಯಾಣ್, ಜಿಲ್ಲಾ ಪೊಲೀಸ್ ಅಧೀಕ್ಷಕ ಅಶೋಕ್ ಕೆ.ವಿ., ಜಿ.ಪಂ. ಮುಖ್ಯ ಕಾರ್ಯನಿರ್ವಾಹಕ ಅಧಿಕಾರಿ ಜಿ.ಪ್ರಭು, ಮಹಾನಗರ ಪಾಲಿಕೆ ಆಯುಕ್ತ ಬಿ.ವಿ. ಅಶ್ವಿಜ ಸೇರಿದಂತೆ ವಿವಿಧ ಇಲಾಖೆಗಳ ಅಧಿಕಾರಿಗಳು ಉಪಸ್ಥಿತರಿದ್ದರು. <box>322 792 465 956</box>
section-rule <box>471 741 919 742</box>
article-body: ಪ್ರಗತಿ ಆಧಾರದ ಮೇಲೆ ಅನುದಾನ ಬಿಡುಗಡೆ ಮಾಡಲಾಗುವುದು. ಈ ಹಿಂದೆ ಇದ್ದಂತೆ ಪೂರ್ಣವಾಗದೆ ಉಳಿದಿರುವ ಕಾಮಗಾರಿಗಳನ್ನು ಪರಿಶೀಲಿಸಿ ಪಟ್ಟಿ ಮಾಡಿ ಸರ್ಕಾರಕ್ಕೆ ವರದಿ ಸಲ್ಲಿಸಬೇಕು. ಶೀಘ್ರವಾಗಿ ಪೂರ್ಣಗೊಳಿಸಬೇಕೆಂದು ಸೂಚಿಸಿದರು. ಕಾಮಗಾರಿಗಳ ಗುಣಮಟ್ಟವನ್ನು ಕಾಪಾಡುವುದು ಇಲಾಖೆಯ ಪ್ರಮುಖ ಜವಾಬ್ದಾರಿಯಾಗಿದೆ. ಈ ಹಿಂದೆ ಕೈಗೊಂಡ ಕಾಮಗಾರಿಗಳಿಗೆ ಅನುದಾನ ಮಂಜೂರಾಗುವುದು ಬಾಕಿ ಇದ್ದಲ್ಲಿ <box>333 210 465 319</box>
